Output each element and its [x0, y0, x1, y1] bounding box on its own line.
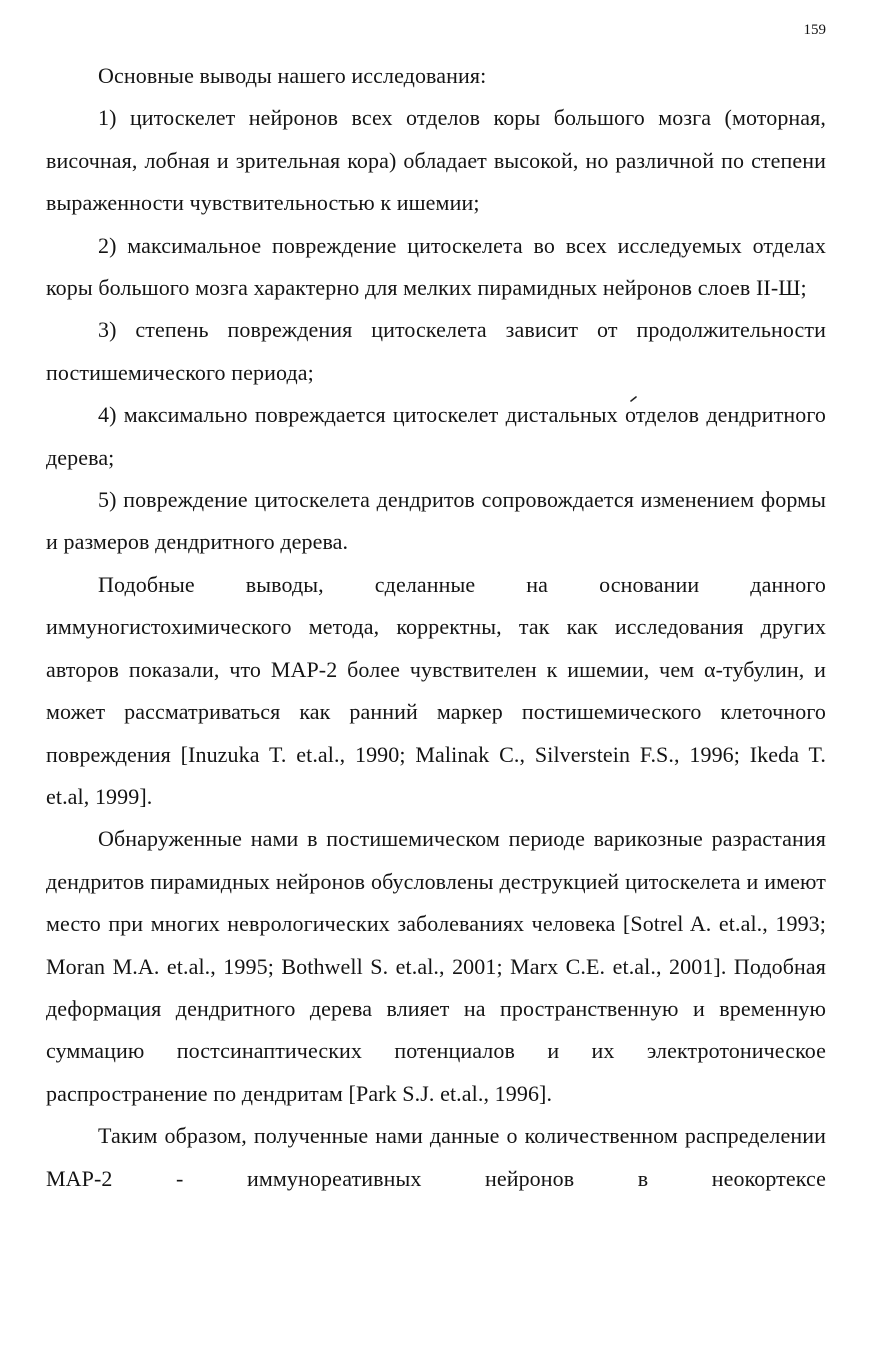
paragraph-conclusion-5: 5) повреждение цитоскелета дендритов сопровождается изменением формы и размеров дендритного дерева.: [46, 487, 826, 555]
page-number: 159: [803, 22, 826, 38]
paragraph-conclusion-3: 3) степень повреждения цитоскелета зависит от продолжительности постишемического периода;: [46, 317, 826, 385]
body-text: [46, 55, 826, 1200]
paragraph-conclusion-2: 2) максимальное повреждение цитоскелета во всех исследуемых отделах коры большого мозга характерно для мелких пирамидных нейронов слоев II-Ш;: [46, 232, 826, 301]
paragraph-discussion-map2: Подобные выводы, сделанные на основании данного иммуногистохимического метода, корректны, так как исследования других авторов показали, что МАР-2 более чувствителен к ишемии, чем α-тубулин, и может рассматриваться как ранний маркер постишемического клеточного повреждения [Inuzuka T. et.al., 1990; Malinak C., Silverstein F.S., 1996; Ikeda T. et.al, 1999].: [46, 571, 826, 809]
paragraph-conclusion-4: 4) максимально повреждается цитоскелет дистальных отделов дендритного дерева;: [46, 402, 826, 470]
paragraph-summary: Таким образом, полученные нами данные о количественном распределении МАР-2 - иммунореативных нейронов в неокортексе: [46, 1123, 826, 1191]
paragraph-discussion-varicose: Обнаруженные нами в постишемическом периоде варикозные разрастания дендритов пирамидных нейронов обусловлены деструкцией цитоскелета и имеют место при многих неврологических заболеваниях человека [Sotrel A. et.al., 1993; Moran M.A. et.al., 1995; Bothwell S. et.al., 2001; Marx C.E. et.al., 2001]. Подобная деформация дендритного дерева влияет на пространственную и временную суммацию постсинаптических потенциалов и их электротоническое распространение по дендритам [Park S.J. et.al., 1996].: [46, 826, 826, 1106]
paragraph-conclusion-1: 1) цитоскелет нейронов всех отделов коры большого мозга (моторная, височная, лобная и зрительная кора) обладает высокой, но различной по степени выраженности чувствительностью к ишемии;: [46, 105, 826, 216]
paragraph-intro: Основные выводы нашего исследования:: [98, 63, 487, 88]
pen-mark-icon: [630, 395, 638, 403]
